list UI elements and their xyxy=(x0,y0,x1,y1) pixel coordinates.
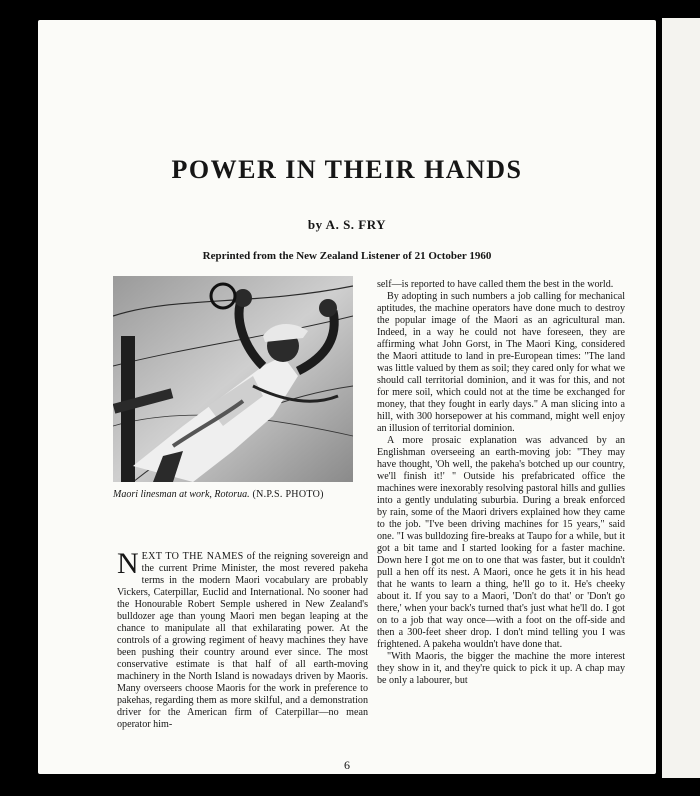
paragraph: A more prosaic explanation was advanced by an Englishman overseeing an earth-moving job: "They may have thought, 'Oh well, the pakeha's botched up our country, we'll finish it!' " Outside his prefabricated office the machines were inexorably resolving pastoral hills and gullies into a gently undulating suburbia. During a break enforced by rain, some of the Maori drivers explained how they came to the job. "I've been driving machines for 15 years," said one. "I was bulldozing fire-breaks at Taupo for a while, but it got a bit tame and I started looking for a faster machine. Down here I got me on to one that was faster, but it couldn't pull a hen off its nest. A Maori, once he gets it in his head that he wants to learn a thing, he'll go to it. He's cheeky about it. If you say to a Maori, 'Don't do that' or 'Don't go there,' when your back's turned that's just what he'll do. I got on to a job that way once—with a foot on the off-side and then a 300-feet sheer drop. I don't mind telling you I was frightened. A pakeha wouldn't have done that. xyxy=(377,435,625,650)
paragraph-continued: self—is reported to have called them the best in the world. xyxy=(377,279,614,290)
column-right xyxy=(377,279,625,687)
lead-paragraph-text: of the reigning sovereign and the current Prime Minister, the most revered pakeha terms in the modern Maori vocabulary are probably Vickers, Caterpillar, Euclid and International. No sooner had the Honourable Robert Semple ushered in New Zealand's bulldozer age than young Maori men began leaping at the chance to manipulate all that exhilarating power. At the controls of a growing regiment of heavy machines they have been pushing their country around ever since. The most conservative estimate is that half of all earth-moving machinery in the North Island is nowadays driven by Maoris. Many overseers choose Maoris for the work in preference to pakehas, regarding them as more skilful, and a demonstration driver for the American firm of Caterpillar—no mean operator him- xyxy=(117,551,369,730)
article-title: POWER IN THEIR HANDS xyxy=(171,155,523,184)
drop-cap: N xyxy=(117,547,139,580)
reprint-note: Reprinted from the New Zealand Listener of 21 October 1960 xyxy=(202,250,492,262)
caption-credit: (N.P.S. PHOTO) xyxy=(249,489,324,500)
linesman-photo-illustration xyxy=(113,276,353,482)
article-byline: by A. S. FRY xyxy=(307,217,387,232)
page-number: 6 xyxy=(344,758,350,772)
photo-maori-linesman xyxy=(113,276,353,482)
caption-text: Maori linesman at work, Rotorua. xyxy=(113,489,250,500)
lead-paragraph xyxy=(117,547,369,731)
document-page xyxy=(38,20,656,774)
paragraph: By adopting in such numbers a job calling for mechanical aptitudes, the machine operators have done much to destroy the popular image of the Maori as an agricultural man. Indeed, in a way he could not have foreseen, they are affirming what John Gorst, in The Maori King, considered the Maori attitude to land in pre-European times: "The land was little valued by them as soil; they cared only for what we should call territorial dominion, and it was for this, and not for mere soil, which could not at the time be exchanged for money, that they fought in early days." A man slicing into a hill, with 300 horsepower at his command, might well enjoy an illusion of territorial dominion. xyxy=(377,291,625,434)
photo-caption xyxy=(113,489,373,500)
facing-page-edge xyxy=(662,18,700,778)
paragraph: "With Maoris, the bigger the machine the more interest they show in it, and they're quick to pick it up. A chap may be only a labourer, but xyxy=(377,651,625,686)
column-left xyxy=(117,547,369,731)
lead-small-caps: EXT TO THE NAMES xyxy=(141,551,244,562)
